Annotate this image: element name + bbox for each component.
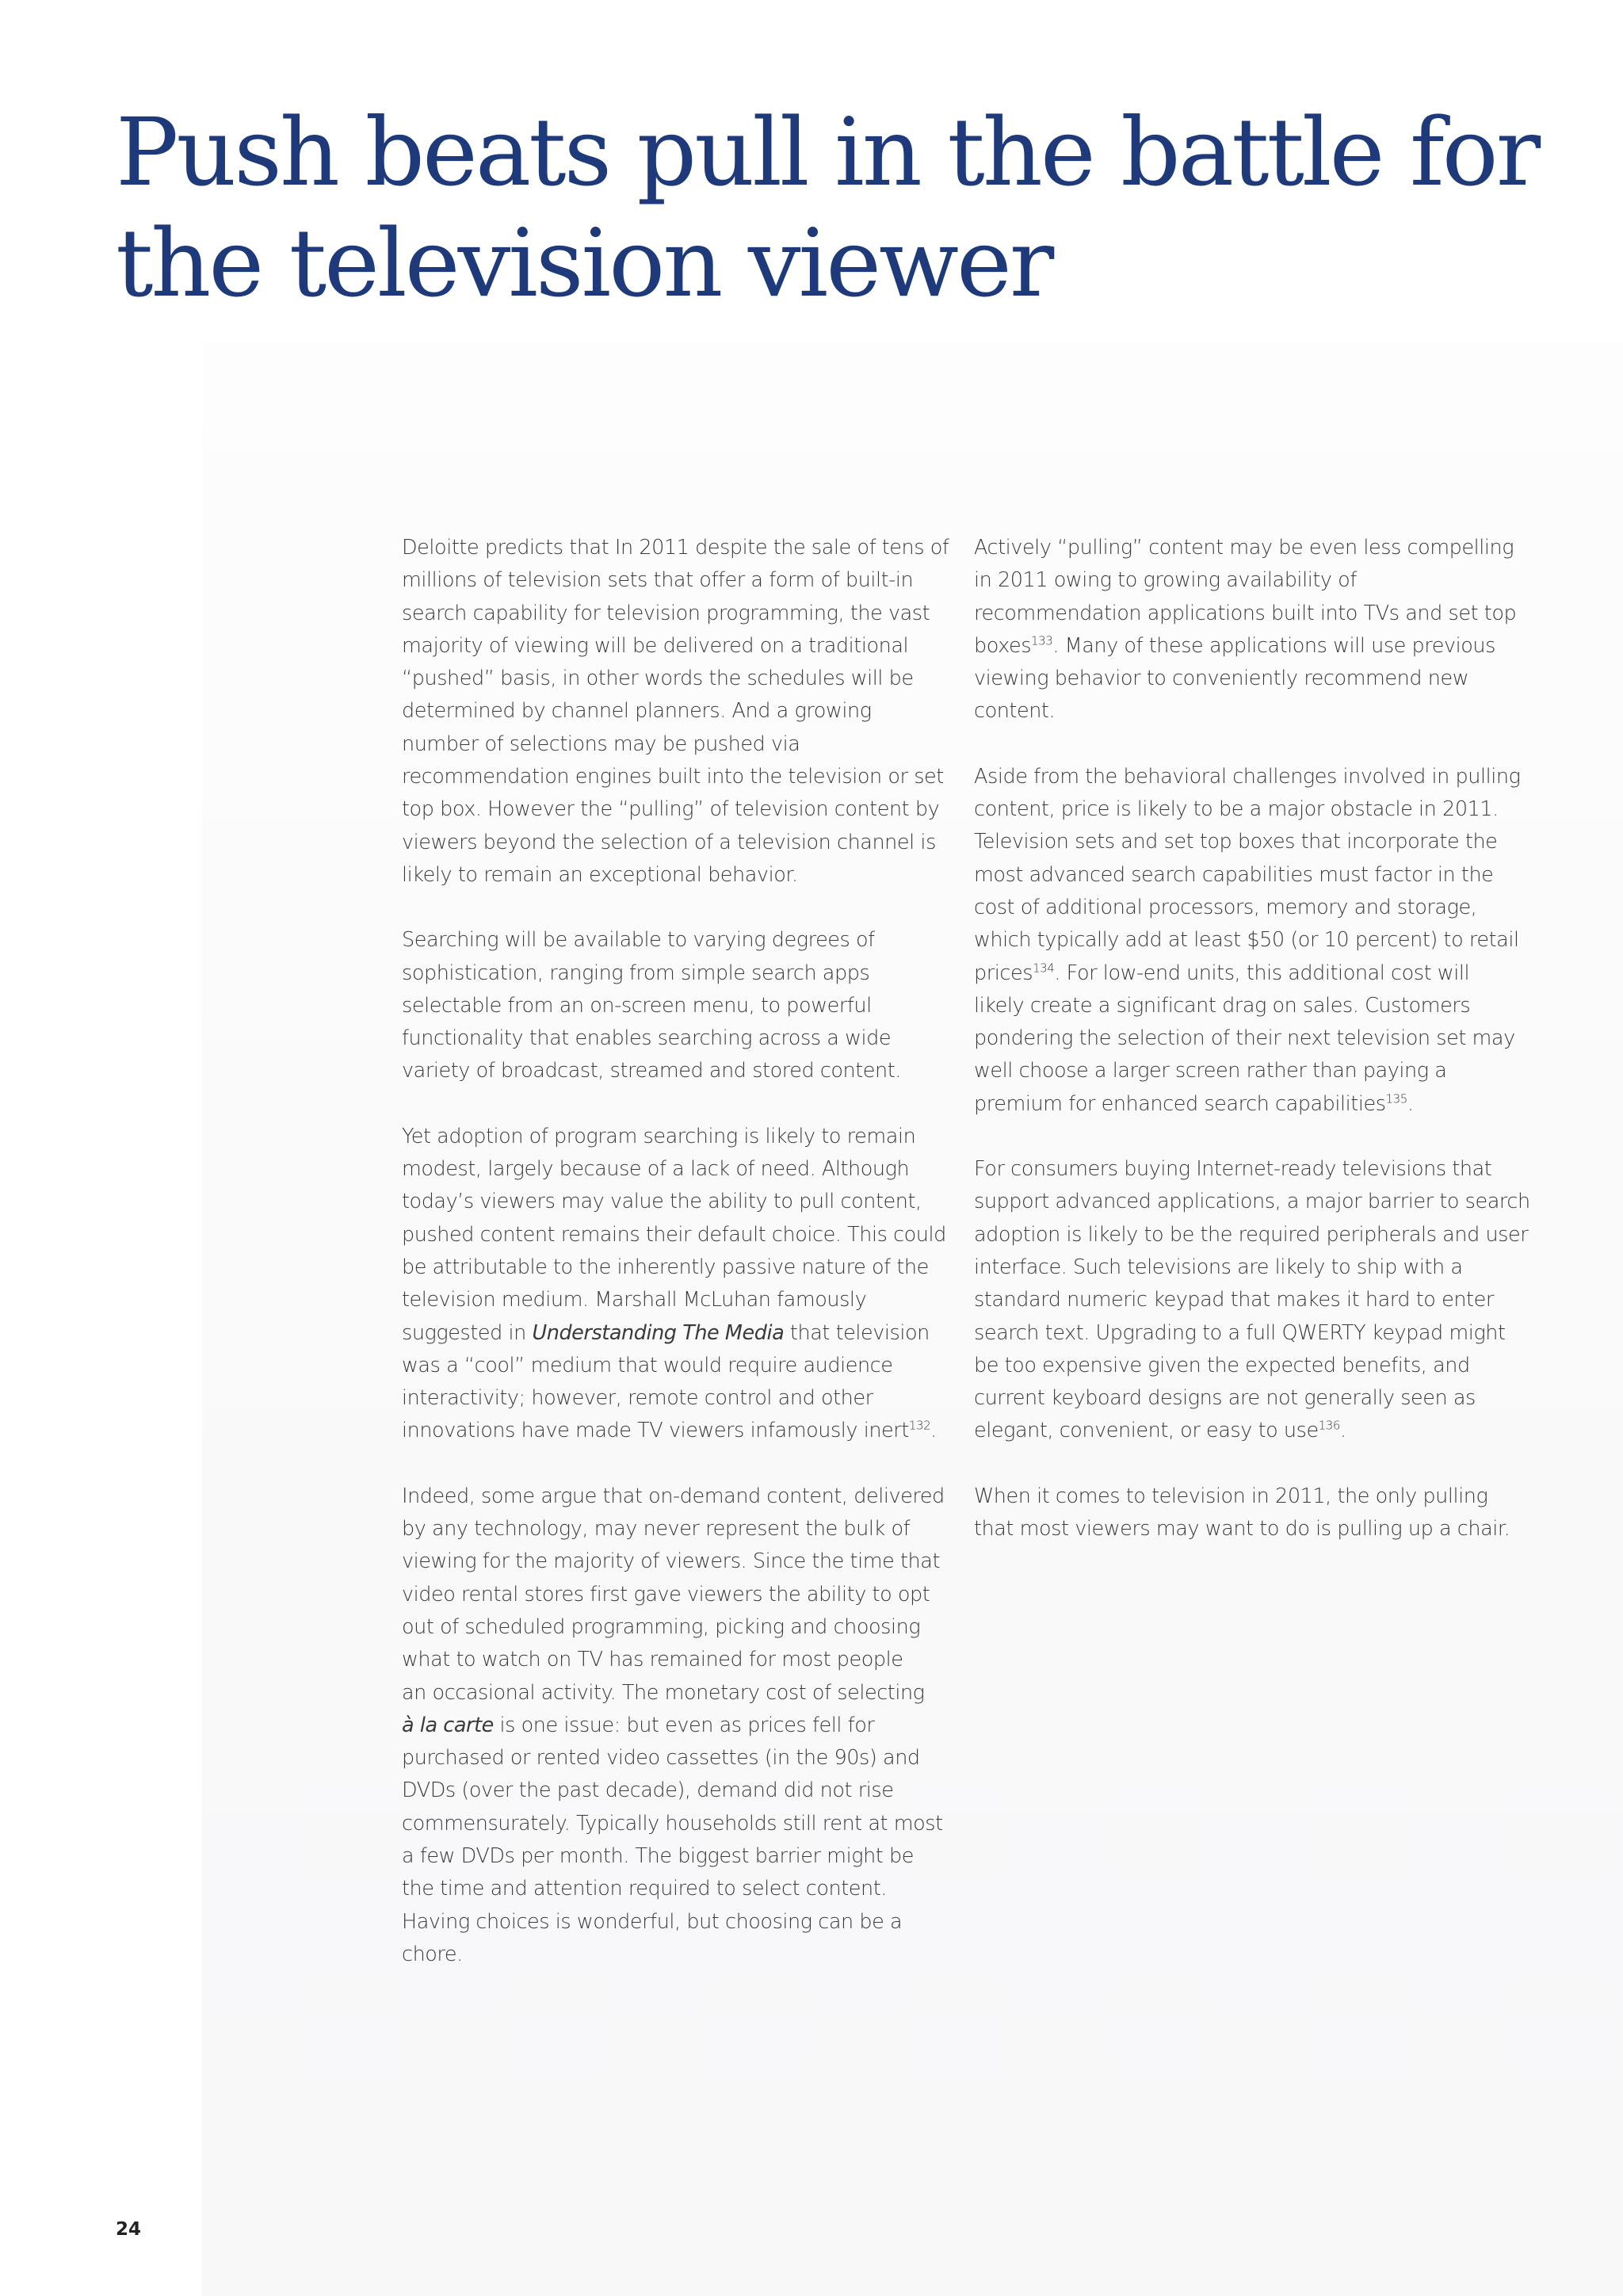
text-line: purchased or rented video cassettes (in the 90s) and bbox=[402, 1746, 920, 1771]
text-line: most advanced search capabilities must factor in the bbox=[974, 862, 1494, 887]
text-line: viewers beyond the selection of a television channel is bbox=[402, 830, 936, 854]
text-fragment: . bbox=[930, 1419, 937, 1443]
paragraph bbox=[402, 532, 957, 892]
text-line: determined by channel planners. And a growing bbox=[402, 699, 872, 724]
text-line: current keyboard designs are not generally seen as bbox=[974, 1386, 1476, 1411]
footnote-ref: 136 bbox=[1318, 1418, 1340, 1433]
text-fragment: suggested in bbox=[402, 1320, 533, 1345]
text-line: Deloitte predicts that In 2011 despite the sale of tens of bbox=[402, 536, 949, 560]
text-line: pushed content remains their default choice. This could bbox=[402, 1222, 946, 1247]
text-line bbox=[402, 1710, 957, 1742]
text-line: well choose a larger screen rather than paying a bbox=[974, 1059, 1447, 1083]
text-line: be attributable to the inherently passive nature of the bbox=[402, 1255, 929, 1279]
footnote-ref: 133 bbox=[1031, 633, 1053, 648]
text-fragment: that television bbox=[784, 1320, 930, 1345]
text-line: top box. However the “pulling” of television content by bbox=[402, 797, 940, 822]
text-line: search text. Upgrading to a full QWERTY keypad might bbox=[974, 1320, 1506, 1345]
text-line: sophistication, ranging from simple search apps bbox=[402, 961, 870, 985]
text-line: content. bbox=[974, 699, 1056, 724]
footnote-ref: 135 bbox=[1385, 1091, 1407, 1106]
text-line: out of scheduled programming, picking and choosing bbox=[402, 1614, 921, 1639]
text-line: interface. Such televisions are likely to ship with a bbox=[974, 1255, 1463, 1279]
text-fragment: is one issue: but even as prices fell for bbox=[493, 1713, 875, 1737]
paragraph bbox=[974, 1480, 1529, 1546]
text-line: pondering the selection of their next television set may bbox=[974, 1026, 1515, 1051]
text-line bbox=[402, 1317, 957, 1350]
text-line: DVDs (over the past decade), demand did not rise bbox=[402, 1778, 894, 1803]
italic-phrase: à la carte bbox=[402, 1713, 494, 1737]
paragraph bbox=[402, 1121, 957, 1448]
text-line: by any technology, may never represent the bulk of bbox=[402, 1517, 911, 1541]
text-line: selectable from an on-screen menu, to powerful bbox=[402, 993, 872, 1018]
text-line: video rental stores first gave viewers the ability to opt bbox=[402, 1582, 930, 1606]
text-line: cost of additional processors, memory and storage, bbox=[974, 895, 1477, 919]
text-line: likely create a significant drag on sales. Customers bbox=[974, 993, 1471, 1018]
text-line: adoption is likely to be the required peripherals and user bbox=[974, 1222, 1529, 1247]
text-line: Aside from the behavioral challenges involved in pulling bbox=[974, 764, 1521, 789]
text-line: modest, largely because of a lack of need. Although bbox=[402, 1157, 910, 1182]
footnote-ref: 132 bbox=[908, 1418, 931, 1433]
text-fragment: . bbox=[1407, 1091, 1414, 1116]
text-line: commensurately. Typically households still rent at most bbox=[402, 1811, 943, 1836]
text-line: recommendation engines built into the television or set bbox=[402, 765, 944, 789]
title-line: the television viewer bbox=[116, 208, 1052, 318]
body-column-left bbox=[402, 532, 957, 2004]
text-line: variety of broadcast, streamed and stored content. bbox=[402, 1059, 901, 1083]
text-line: chore. bbox=[402, 1942, 463, 1966]
text-line: be too expensive given the expected benefits, and bbox=[974, 1353, 1470, 1377]
text-fragment: elegant, convenient, or easy to use bbox=[974, 1419, 1319, 1443]
text-fragment: premium for enhanced search capabilities bbox=[974, 1091, 1386, 1116]
text-line: number of selections may be pushed via bbox=[402, 732, 800, 756]
text-line: Indeed, some argue that on-demand content, delivered bbox=[402, 1484, 945, 1508]
book-title: Understanding The Media bbox=[532, 1320, 785, 1345]
text-line bbox=[974, 957, 1529, 990]
text-line: viewing for the majority of viewers. Since the time that bbox=[402, 1549, 940, 1574]
paragraph bbox=[974, 761, 1529, 1121]
text-line bbox=[402, 1415, 957, 1447]
text-fragment: innovations have made TV viewers infamously inert bbox=[402, 1419, 909, 1443]
text-line: majority of viewing will be delivered on a traditional bbox=[402, 633, 909, 658]
paragraph bbox=[402, 924, 957, 1087]
text-line: millions of television sets that offer a form of built-in bbox=[402, 568, 914, 593]
text-line: When it comes to television in 2011, the only pulling bbox=[974, 1484, 1488, 1508]
text-line: content, price is likely to be a major obstacle in 2011. bbox=[974, 797, 1499, 822]
page-number: 24 bbox=[116, 2219, 142, 2240]
text-line: Television sets and set top boxes that incorporate the bbox=[974, 830, 1498, 854]
text-line: today’s viewers may value the ability to pull content, bbox=[402, 1190, 922, 1214]
text-line: Having choices is wonderful, but choosing can be a bbox=[402, 1909, 903, 1934]
text-line: Actively “pulling” content may be even less compelling bbox=[974, 536, 1514, 560]
text-line: standard numeric keypad that makes it hard to enter bbox=[974, 1288, 1494, 1312]
paragraph bbox=[402, 1480, 957, 1971]
title-line: Push beats pull in the battle for bbox=[116, 97, 1539, 207]
text-line: television medium. Marshall McLuhan famously bbox=[402, 1288, 867, 1312]
text-line: that most viewers may want to do is pulling up a chair. bbox=[974, 1517, 1510, 1541]
paragraph bbox=[974, 532, 1529, 728]
text-fragment: . For low-end units, this additional cost will bbox=[1054, 961, 1470, 985]
text-line: Yet adoption of program searching is likely to remain bbox=[402, 1124, 916, 1148]
footnote-ref: 134 bbox=[1033, 961, 1055, 976]
text-line: “pushed” basis, in other words the schedules will be bbox=[402, 667, 914, 691]
text-line bbox=[974, 630, 1529, 663]
text-line: Searching will be available to varying degrees of bbox=[402, 928, 875, 953]
text-fragment: prices bbox=[974, 961, 1033, 985]
text-fragment: . bbox=[1340, 1419, 1346, 1443]
text-line: in 2011 owing to growing availability of bbox=[974, 568, 1357, 593]
text-line: functionality that enables searching across a wide bbox=[402, 1026, 892, 1051]
page-title bbox=[116, 97, 1542, 319]
text-line bbox=[974, 1415, 1529, 1447]
text-line: recommendation applications built into TVs and set top bbox=[974, 601, 1517, 625]
text-line: likely to remain an exceptional behavior. bbox=[402, 862, 798, 887]
text-line: For consumers buying Internet-ready televisions that bbox=[974, 1157, 1492, 1182]
text-line: search capability for television programming, the vast bbox=[402, 601, 930, 625]
text-line: an occasional activity. The monetary cost of selecting bbox=[402, 1680, 925, 1705]
text-line: which typically add at least $50 (or 10 percent) to retail bbox=[974, 928, 1519, 953]
text-line: viewing behavior to conveniently recommend new bbox=[974, 667, 1469, 691]
paragraph bbox=[974, 1153, 1529, 1448]
text-line: a few DVDs per month. The biggest barrier might be bbox=[402, 1843, 914, 1868]
text-line: the time and attention required to select content. bbox=[402, 1877, 887, 1901]
text-line: interactivity; however, remote control and other bbox=[402, 1386, 873, 1411]
text-line: support advanced applications, a major barrier to search bbox=[974, 1190, 1530, 1214]
body-column-right bbox=[974, 532, 1529, 1578]
text-fragment: boxes bbox=[974, 633, 1032, 658]
text-line: what to watch on TV has remained for most people bbox=[402, 1648, 903, 1672]
text-fragment: . Many of these applications will use previous bbox=[1052, 633, 1495, 658]
text-line bbox=[974, 1088, 1529, 1121]
text-line: was a “cool” medium that would require audience bbox=[402, 1353, 893, 1377]
